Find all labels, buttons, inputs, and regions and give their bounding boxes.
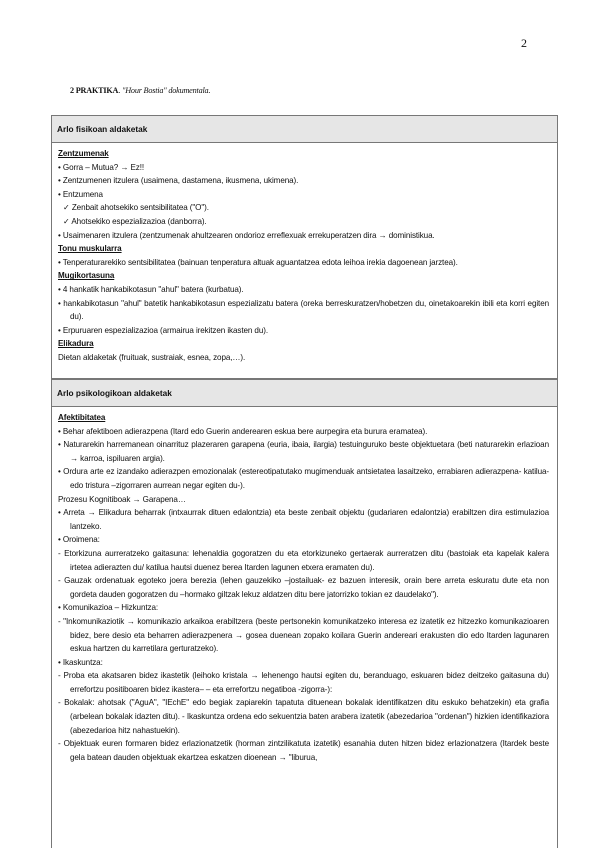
list-item: - Objektuak euren formaren bidez erlazionatzetik (horman zintzilikatuta izatetik) esanahia duten hitzen bidez erlazionatzera (Itardek beste gela batean dauden objektuak ekartzea eskatzen dioenean → "liburua, bbox=[58, 739, 549, 762]
psychological-changes-title: Arlo psikologikoan aldaketak bbox=[52, 380, 557, 407]
list-item: • 4 hankatik hankabikotasun "ahul" batera (kurbatua). bbox=[58, 284, 244, 294]
list-item: • Behar afektiboen adierazpena (Itard edo Guerin anderearen eskua bere aurpegira eta burura eramatea). bbox=[58, 426, 428, 436]
list-item: • Erpuruaren espezializazioa (armairua irekitzen ikasten du). bbox=[58, 325, 268, 335]
subheading-afektibitatea: Afektibitatea bbox=[58, 413, 106, 422]
list-item: - Proba eta akatsaren bidez ikastetik (leihoko kristala → lehenengo hautsi egiten du, beranduago, eskuaren bidez deitzeko gaitasuna du) errefortzu positiboaren bidez ikastera– – eta errefortzu negatiboa -zigorra-): bbox=[58, 671, 549, 694]
page-heading bbox=[70, 86, 210, 95]
list-item: • Tenperaturarekiko sentsibilitatea (bainuan tenperatura altuak aguantatzea edota leihoa irekia dagoenean jarztea). bbox=[58, 257, 458, 267]
list-item: - "Inkomunikaziotik → komunikazio arkaikoa erabiltzera (beste pertsonekin komunikatzeko interesa ez izatetik ez hitzezko komunikazioaren bidez, bere desio eta beharren adierazpenera → gosea duenean zopako koilara Guerin andereari erakusten dio edo Itarden lagunaren eskua hartzen du karretilara gerturatzeko). bbox=[58, 616, 549, 654]
list-item: • Ordura arte ez izandako adierazpen emozionalak (estereotipatutako mugimenduak antsietatea lasaitzeko, errabiaren adierazpena- katilua- edo tristura –zigorraren aurrean negar egiten du-). bbox=[58, 467, 549, 490]
list-item: - Gauzak ordenatuak egoteko joera berezia (lehen gauzekiko –jostailuak- ez bazuen interesik, orain bere arreta eskuratu dute eta non gordeta dauden gogoratzen du –hormako giltzak lekuz aldatzen ditu bere jatorrizko tokian ez daudelako"). bbox=[58, 576, 549, 599]
subheading-zentzumenak: Zentzumenak bbox=[58, 149, 109, 158]
list-item: - Bokalak: ahotsak ("AguA", "IEchE" edo begiak zapiarekin tapatuta dituenean bokalak identifikatzen ditu eskuko behatzekin) eta grafia (arbelean bokalak idazten ditu). - Ikaskuntza ordena edo sekuentzia baten arabera izatetik (abezedarioa "ordenan") hizkien identifikaziora (abezedarioa hitz nahastuekin). bbox=[58, 698, 549, 735]
list-item: • Ikaskuntza: bbox=[58, 657, 103, 667]
list-item: - Etorkizuna aurreratzeko gaitasuna: lehenaldia gogoratzen du eta etorkizuneko gertaerak aurreratzen ditu (bastoiak eta kapelak kalera irtetea adierazten du/ katilua hautsi duenez berea Itarden lagunen etxera eramaten du). bbox=[58, 548, 549, 572]
list-item: • Usaimenaren itzulera (zentzumenak ahultzearen ondorioz erreflexuak errekuperatzen dira → doministikua. bbox=[58, 230, 435, 240]
paragraph: Prozesu Kognitiboak → Garapena… bbox=[58, 494, 186, 504]
heading-separator: . bbox=[118, 86, 122, 95]
subheading-tonu: Tonu muskularra bbox=[58, 244, 122, 254]
physical-changes-title: Arlo fisikoan aldaketak bbox=[52, 116, 557, 143]
subheading-mugikortasuna: Mugikortasuna bbox=[58, 271, 115, 281]
heading-italic: "Hour Bostia" dokumentala. bbox=[121, 86, 211, 95]
list-item: • Komunikazioa – Hizkuntza: bbox=[58, 603, 159, 613]
list-item: • Entzumena bbox=[58, 189, 103, 199]
list-item: • Naturarekin harremanean oinarrituz plazeraren garapena (euria, ibaia, ilargia) testuinguruko beste objektuetara (beti naturarekin erlazioan → karroa, ispiluaren argia). bbox=[58, 440, 549, 463]
psychological-changes-box bbox=[51, 379, 558, 848]
list-item: • Arreta → Elikadura beharrak (intxaurrak dituen edalontzia) eta beste zenbait objektu (gudariaren edalontzia) erabiltzen dira estimulazioa lantzeko. bbox=[58, 508, 549, 531]
list-item: Dietan aldaketak (fruituak, sustraiak, esnea, zopa,…). bbox=[58, 352, 246, 362]
physical-changes-box bbox=[51, 115, 558, 379]
list-item: • hankabikotasun "ahul" batetik hankabikotasun espezializatu batera (oreka berreskuratzen/hobetzen du, oinetakoarekin ibili eta korri egiten du). bbox=[58, 298, 549, 322]
psychological-changes-body bbox=[52, 407, 557, 767]
page-number: 2 bbox=[521, 36, 527, 50]
physical-changes-body bbox=[52, 143, 557, 368]
list-item: • Gorra – Mutua? → Ez!! bbox=[58, 162, 145, 172]
subheading-elikadura: Elikadura bbox=[58, 339, 94, 349]
list-item: • Oroimena: bbox=[58, 535, 100, 545]
heading-bold: 2 PRAKTIKA bbox=[70, 86, 119, 95]
check-item: ✓ Ahotsekiko espezializazioa (danborra). bbox=[63, 216, 207, 226]
check-item: ✓ Zenbait ahotsekiko sentsibilitatea ("O"). bbox=[63, 203, 209, 213]
list-item: • Zentzumenen itzulera (usaimena, dastamena, ikusmena, ukimena). bbox=[58, 176, 299, 186]
